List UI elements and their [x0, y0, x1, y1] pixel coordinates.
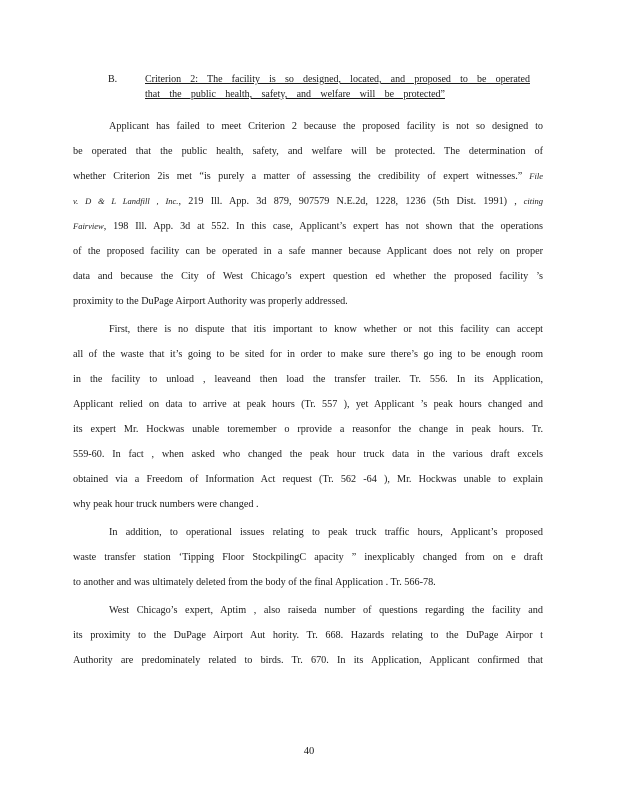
line-text: proximity to the DuPage Airport Authority was properly addressed. [73, 296, 348, 307]
line-text: its expert Mr. Hockwas unable toremember o rprovide a reasonfor the change in peak hours. Tr. [73, 424, 543, 435]
section-heading-line-2: that the public health, safety, and welfare will be protected” [145, 89, 445, 100]
line-text: be operated that the public health, safety, and welfare will be protected. The determination of [73, 146, 543, 157]
text-line [73, 392, 543, 417]
text-line [73, 317, 543, 342]
line-text: Authority are predominately related to birds. Tr. 670. In its Application, Applicant confirmed that [73, 655, 543, 666]
line-text: West Chicago’s expert, Aptim , also raiseda number of questions regarding the facility and [109, 605, 543, 616]
section-heading-line-1: Criterion 2: The facility is so designed, located, and proposed to be operated [145, 74, 530, 85]
body-text [73, 114, 543, 673]
line-text: data and because the City of West Chicago’s expert question ed whether the proposed facility ’s [73, 271, 543, 282]
text-line [73, 520, 543, 545]
line-text: all of the waste that it’s going to be sited for in order to make sure there’s go ing to be enough room [73, 349, 543, 360]
line-text: , 198 Ill. App. 3d at 552. In this case, Applicant’s expert has not shown that the operations [103, 221, 543, 232]
text-line [73, 648, 543, 673]
text-line [73, 289, 543, 314]
line-text: In addition, to operational issues relating to peak truck traffic hours, Applicant’s proposed [109, 527, 543, 538]
case-citation: v. D & L Landfill , Inc. [73, 196, 179, 206]
line-text: obtained via a Freedom of Information Act request (Tr. 562 -64 ), Mr. Hockwas unable to explain [73, 474, 543, 485]
text-line [73, 367, 543, 392]
text-line [73, 239, 543, 264]
page-number: 40 [303, 746, 315, 757]
line-text: First, there is no dispute that itis important to know whether or not this facility can accept [109, 324, 543, 335]
case-citation: File [522, 171, 543, 181]
text-line [73, 467, 543, 492]
case-citation: Fairview [73, 221, 104, 231]
line-text: of the proposed facility can be operated in a safe manner because Applicant does not rely on proper [73, 246, 543, 257]
line-text: whether Criterion 2is met “is purely a matter of assessing the credibility of expert witnesses.” [73, 171, 523, 182]
line-text: why peak hour truck numbers were changed . [73, 499, 259, 510]
line-text: , 219 Ill. App. 3d 879, 907579 N.E.2d, 1228, 1236 (5th Dist. 1991) , [178, 196, 517, 207]
text-line [73, 214, 543, 239]
text-line [73, 417, 543, 442]
text-line [73, 139, 543, 164]
text-line [73, 114, 543, 139]
line-text: waste transfer station ‘Tipping Floor StockpilingC apacity ” inexplicably changed from on e draft [73, 552, 543, 563]
section-label: B. [108, 74, 118, 85]
line-text: Applicant relied on data to arrive at peak hours (Tr. 557 ), yet Applicant ’s peak hours changed and [73, 399, 543, 410]
text-line [73, 598, 543, 623]
text-line [73, 545, 543, 570]
line-text: 559-60. In fact , when asked who changed the peak hour truck data in the various draft excels [73, 449, 543, 460]
line-text: its proximity to the DuPage Airport Aut hority. Tr. 668. Hazards relating to the DuPage Airpor t [73, 630, 543, 641]
text-line [73, 442, 543, 467]
text-line [73, 164, 543, 189]
line-text: to another and was ultimately deleted from the body of the final Application . Tr. 566-78. [73, 577, 436, 588]
citing-signal: citing [516, 196, 543, 206]
text-line [73, 342, 543, 367]
text-line [73, 189, 543, 214]
line-text: Applicant has failed to meet Criterion 2 because the proposed facility is not so designed to [109, 121, 543, 132]
line-text: in the facility to unload , leaveand then load the transfer trailer. Tr. 556. In its Application, [73, 374, 543, 385]
text-line [73, 264, 543, 289]
text-line [73, 623, 543, 648]
text-line [73, 492, 543, 517]
text-line [73, 570, 543, 595]
